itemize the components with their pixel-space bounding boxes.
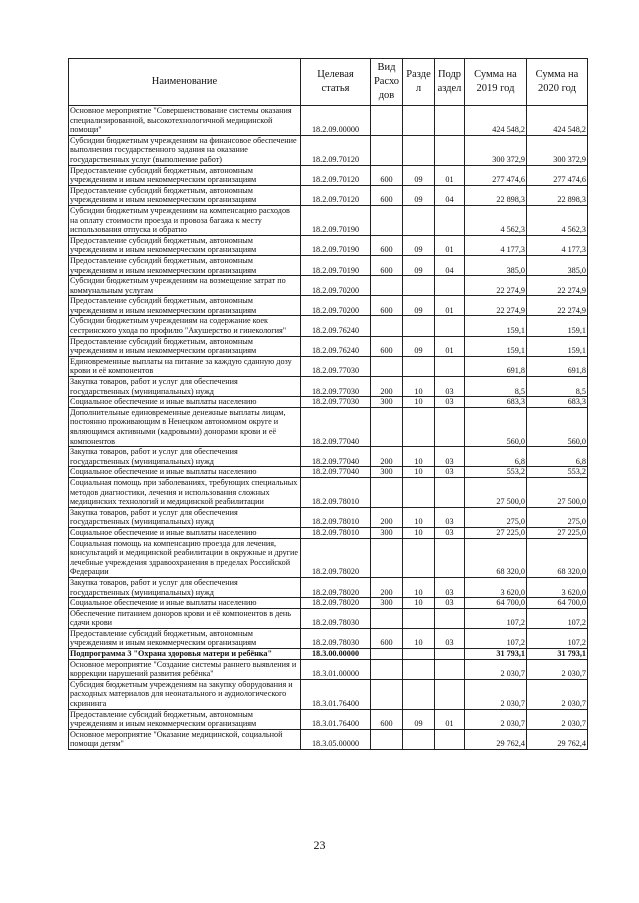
table-row [69,135,588,165]
header-sum-2019: Сумма на 2019 год [465,59,527,106]
row-sum-2019: 4 562,3 [465,205,527,235]
row-target-code: 18.2.09.70190 [301,235,371,255]
row-subsection [435,135,465,165]
row-expense-type [371,276,403,296]
row-name: Закупка товаров, работ и услуг для обеспечения государственных (муниципальных) нужд [69,447,301,467]
row-sum-2019: 8,5 [465,377,527,397]
row-sum-2020: 277 474,6 [527,165,588,185]
row-target-code: 18.2.09.76240 [301,316,371,336]
table-row [69,598,588,609]
row-sum-2020: 31 793,1 [527,649,588,660]
row-sum-2020: 6,8 [527,447,588,467]
row-target-code: 18.2.09.77030 [301,397,371,408]
table-row [69,577,588,597]
row-subsection [435,538,465,577]
row-expense-type: 600 [371,255,403,275]
row-section: 09 [403,255,435,275]
row-section [403,659,435,679]
row-subsection [435,276,465,296]
row-section: 10 [403,527,435,538]
header-name: Наименование [69,59,301,106]
row-sum-2020: 3 620,0 [527,577,588,597]
row-section: 10 [403,377,435,397]
row-subsection: 01 [435,235,465,255]
row-subsection: 04 [435,255,465,275]
row-section [403,477,435,507]
header-podrazdel: Подр аздел [435,59,465,106]
row-name: Субсидии бюджетным учреждениям на компенсацию расходов на оплату стоимости проезда и провоза багажа к месту использования отпуска и обратно [69,205,301,235]
row-sum-2019: 385,0 [465,255,527,275]
row-target-code: 18.2.09.70120 [301,165,371,185]
row-target-code: 18.2.09.78030 [301,628,371,648]
header-vid: Вид Расхо дов [371,59,403,106]
row-expense-type: 600 [371,709,403,729]
row-section: 10 [403,447,435,467]
row-sum-2020: 553,2 [527,467,588,478]
table-row [69,538,588,577]
row-subsection: 03 [435,377,465,397]
row-subsection [435,205,465,235]
table-row [69,407,588,446]
page-number: 23 [313,838,326,852]
row-name: Основное мероприятие "Совершенствование системы оказания специализированной, высокотехнологичной медицинской помощи" [69,106,301,136]
row-expense-type [371,356,403,376]
row-sum-2020: 8,5 [527,377,588,397]
row-expense-type [371,649,403,660]
row-expense-type: 300 [371,598,403,609]
table-row [69,628,588,648]
table-row [69,729,588,749]
row-target-code: 18.2.09.70200 [301,276,371,296]
header-code: Целевая статья [301,59,371,106]
row-subsection: 01 [435,165,465,185]
row-target-code: 18.2.09.78020 [301,598,371,609]
row-section [403,538,435,577]
row-target-code: 18.2.09.70200 [301,296,371,316]
row-sum-2020: 4 177,3 [527,235,588,255]
row-subsection [435,659,465,679]
row-target-code: 18.2.09.78010 [301,477,371,507]
table-row [69,296,588,316]
row-target-code: 18.2.09.00000 [301,106,371,136]
row-name: Предоставление субсидий бюджетным, автономным учреждениям и иным некоммерческим организациям [69,296,301,316]
table-row [69,527,588,538]
row-subsection: 03 [435,577,465,597]
row-expense-type [371,205,403,235]
row-sum-2019: 4 177,3 [465,235,527,255]
row-sum-2020: 275,0 [527,507,588,527]
row-sum-2020: 2 030,7 [527,659,588,679]
row-expense-type: 600 [371,235,403,255]
row-sum-2019: 691,8 [465,356,527,376]
row-sum-2020: 68 320,0 [527,538,588,577]
row-expense-type [371,679,403,709]
row-subsection [435,356,465,376]
row-expense-type: 600 [371,336,403,356]
row-expense-type: 200 [371,507,403,527]
row-target-code: 18.2.09.77040 [301,467,371,478]
row-sum-2019: 159,1 [465,336,527,356]
row-section: 09 [403,709,435,729]
table-row [69,659,588,679]
table-row [69,255,588,275]
row-target-code: 18.3.00.00000 [301,649,371,660]
row-sum-2020: 4 562,3 [527,205,588,235]
row-sum-2019: 159,1 [465,316,527,336]
table-body [69,106,588,750]
table-row [69,185,588,205]
row-subsection [435,729,465,749]
row-sum-2020: 22 274,9 [527,276,588,296]
row-section: 09 [403,165,435,185]
row-sum-2020: 2 030,7 [527,679,588,709]
row-section [403,356,435,376]
row-expense-type: 600 [371,185,403,205]
row-subsection [435,608,465,628]
row-name: Предоставление субсидий бюджетным, автономным учреждениям и иным некоммерческим организациям [69,255,301,275]
row-sum-2019: 2 030,7 [465,659,527,679]
row-sum-2020: 560,0 [527,407,588,446]
row-sum-2020: 385,0 [527,255,588,275]
row-subsection: 03 [435,447,465,467]
row-name: Подпрограмма 3 "Охрана здоровья матери и ребёнка" [69,649,301,660]
row-subsection: 01 [435,336,465,356]
row-section: 09 [403,336,435,356]
row-section: 09 [403,185,435,205]
row-name: Предоставление субсидий бюджетным, автономным учреждениям и иным некоммерческим организациям [69,185,301,205]
row-subsection: 03 [435,397,465,408]
row-expense-type: 600 [371,628,403,648]
row-section: 10 [403,467,435,478]
row-target-code: 18.2.09.70190 [301,205,371,235]
table-row [69,507,588,527]
row-sum-2019: 275,0 [465,507,527,527]
row-expense-type: 600 [371,165,403,185]
row-section [403,276,435,296]
row-sum-2019: 22 274,9 [465,296,527,316]
row-name: Субсидии бюджетным учреждениям на содержание коек сестринского ухода по профилю "Акушерство и гинекология" [69,316,301,336]
table-row [69,205,588,235]
row-sum-2019: 277 474,6 [465,165,527,185]
row-section: 09 [403,235,435,255]
row-section [403,729,435,749]
row-subsection [435,679,465,709]
row-name: Предоставление субсидий бюджетным, автономным учреждениям и иным некоммерческим организациям [69,709,301,729]
row-name: Закупка товаров, работ и услуг для обеспечения государственных (муниципальных) нужд [69,577,301,597]
row-sum-2019: 27 500,0 [465,477,527,507]
row-sum-2019: 68 320,0 [465,538,527,577]
table-row [69,709,588,729]
row-expense-type [371,407,403,446]
row-subsection: 03 [435,467,465,478]
row-name: Единовременные выплаты на питание за каждую сданную дозу крови и её компонентов [69,356,301,376]
row-expense-type: 200 [371,377,403,397]
row-subsection: 04 [435,185,465,205]
row-section: 09 [403,296,435,316]
row-subsection [435,649,465,660]
row-name: Субсидия бюджетным учреждениям на закупку оборудования и расходных материалов для неонатального и аудиологического скрининга [69,679,301,709]
row-sum-2020: 691,8 [527,356,588,376]
header-sum-2020: Сумма на 2020 год [527,59,588,106]
row-name: Социальное обеспечение и иные выплаты населению [69,467,301,478]
budget-table [68,58,588,750]
table-row [69,467,588,478]
row-sum-2019: 2 030,7 [465,679,527,709]
row-sum-2020: 424 548,2 [527,106,588,136]
table-row [69,336,588,356]
table-row [69,477,588,507]
header-razdel: Разде л [403,59,435,106]
row-sum-2019: 6,8 [465,447,527,467]
row-sum-2020: 22 274,9 [527,296,588,316]
row-subsection: 03 [435,527,465,538]
row-subsection [435,407,465,446]
table-row [69,377,588,397]
row-target-code: 18.3.01.76400 [301,679,371,709]
row-name: Закупка товаров, работ и услуг для обеспечения государственных (муниципальных) нужд [69,377,301,397]
row-section [403,205,435,235]
row-expense-type [371,659,403,679]
row-name: Социальное обеспечение и иные выплаты населению [69,527,301,538]
row-sum-2020: 29 762,4 [527,729,588,749]
row-target-code: 18.3.05.00000 [301,729,371,749]
row-sum-2019: 107,2 [465,628,527,648]
row-section [403,316,435,336]
row-sum-2020: 27 500,0 [527,477,588,507]
row-subsection [435,106,465,136]
row-section: 10 [403,577,435,597]
row-subsection [435,477,465,507]
table-row [69,356,588,376]
row-target-code: 18.2.09.70120 [301,185,371,205]
row-section: 10 [403,628,435,648]
table-row [69,165,588,185]
row-sum-2019: 683,3 [465,397,527,408]
row-subsection: 03 [435,628,465,648]
row-name: Субсидии бюджетным учреждениям на возмещение затрат по коммунальным услугам [69,276,301,296]
row-target-code: 18.2.09.77030 [301,377,371,397]
row-target-code: 18.2.09.78030 [301,608,371,628]
table-header-row [69,59,588,106]
table-row [69,106,588,136]
row-expense-type [371,106,403,136]
row-section [403,135,435,165]
row-sum-2019: 31 793,1 [465,649,527,660]
row-sum-2019: 300 372,9 [465,135,527,165]
row-sum-2020: 107,2 [527,608,588,628]
row-sum-2019: 107,2 [465,608,527,628]
row-target-code: 18.2.09.70120 [301,135,371,165]
row-expense-type [371,538,403,577]
row-name: Дополнительные единовременные денежные выплаты лицам, постоянно проживающим в Ненецком автономном округе и являющимся активными (кадровыми) донорами крови и её компонентов [69,407,301,446]
row-name: Предоставление субсидий бюджетным, автономным учреждениям и иным некоммерческим организациям [69,336,301,356]
row-expense-type [371,477,403,507]
row-section [403,649,435,660]
row-sum-2019: 27 225,0 [465,527,527,538]
row-sum-2020: 2 030,7 [527,709,588,729]
row-sum-2019: 424 548,2 [465,106,527,136]
row-target-code: 18.2.09.76240 [301,336,371,356]
row-target-code: 18.2.09.78020 [301,577,371,597]
row-section: 10 [403,598,435,609]
row-sum-2020: 683,3 [527,397,588,408]
row-target-code: 18.2.09.77040 [301,447,371,467]
row-target-code: 18.3.01.76400 [301,709,371,729]
row-name: Основное мероприятие "Создание системы раннего выявления и коррекции нарушений развития ребёнка" [69,659,301,679]
row-name: Закупка товаров, работ и услуг для обеспечения государственных (муниципальных) нужд [69,507,301,527]
row-sum-2020: 300 372,9 [527,135,588,165]
row-sum-2020: 107,2 [527,628,588,648]
row-sum-2019: 553,2 [465,467,527,478]
table-row [69,235,588,255]
row-name: Социальное обеспечение и иные выплаты населению [69,397,301,408]
row-subsection: 03 [435,507,465,527]
row-section [403,608,435,628]
row-sum-2019: 560,0 [465,407,527,446]
row-target-code: 18.2.09.78010 [301,507,371,527]
row-subsection [435,316,465,336]
row-expense-type [371,316,403,336]
row-target-code: 18.3.01.00000 [301,659,371,679]
row-sum-2020: 64 700,0 [527,598,588,609]
row-expense-type: 600 [371,296,403,316]
row-name: Социальная помощь на компенсацию проезда для лечения, консультаций и медицинской реабилитации в окружные и другие лечебные учреждения здравоохранения в пределах Российской Федерации [69,538,301,577]
table-row [69,397,588,408]
row-section: 10 [403,397,435,408]
row-expense-type: 300 [371,527,403,538]
row-expense-type [371,729,403,749]
row-sum-2019: 22 898,3 [465,185,527,205]
row-expense-type [371,135,403,165]
table-row [69,316,588,336]
row-section [403,679,435,709]
row-name: Основное мероприятие "Оказание медицинской, социальной помощи детям" [69,729,301,749]
row-section: 10 [403,507,435,527]
row-name: Субсидии бюджетным учреждениям на финансовое обеспечение выполнения государственного задания на оказание государственных услуг (выполнение работ) [69,135,301,165]
table-row [69,649,588,660]
row-name: Предоставление субсидий бюджетным, автономным учреждениям и иным некоммерческим организациям [69,165,301,185]
table-row [69,608,588,628]
row-sum-2020: 22 898,3 [527,185,588,205]
table-row [69,276,588,296]
table-row [69,447,588,467]
row-section [403,407,435,446]
row-sum-2019: 3 620,0 [465,577,527,597]
row-target-code: 18.2.09.77030 [301,356,371,376]
row-sum-2019: 2 030,7 [465,709,527,729]
row-expense-type: 300 [371,467,403,478]
row-target-code: 18.2.09.70190 [301,255,371,275]
table-row [69,679,588,709]
row-target-code: 18.2.09.77040 [301,407,371,446]
row-sum-2019: 64 700,0 [465,598,527,609]
row-name: Социальное обеспечение и иные выплаты населению [69,598,301,609]
row-target-code: 18.2.09.78020 [301,538,371,577]
row-subsection: 01 [435,709,465,729]
row-sum-2019: 22 274,9 [465,276,527,296]
row-subsection: 01 [435,296,465,316]
row-subsection: 03 [435,598,465,609]
row-expense-type: 200 [371,577,403,597]
row-sum-2019: 29 762,4 [465,729,527,749]
row-sum-2020: 27 225,0 [527,527,588,538]
row-sum-2020: 159,1 [527,316,588,336]
row-name: Обеспечение питанием доноров крови и её компонентов в день сдачи крови [69,608,301,628]
row-target-code: 18.2.09.78010 [301,527,371,538]
row-name: Предоставление субсидий бюджетным, автономным учреждениям и иным некоммерческим организациям [69,628,301,648]
row-name: Социальная помощь при заболеваниях, требующих специальных методов диагностики, лечения и использования сложных медицинских технологий и медицинской реабилитации [69,477,301,507]
row-name: Предоставление субсидий бюджетным, автономным учреждениям и иным некоммерческим организациям [69,235,301,255]
row-sum-2020: 159,1 [527,336,588,356]
row-expense-type: 200 [371,447,403,467]
row-expense-type: 300 [371,397,403,408]
row-expense-type [371,608,403,628]
row-section [403,106,435,136]
